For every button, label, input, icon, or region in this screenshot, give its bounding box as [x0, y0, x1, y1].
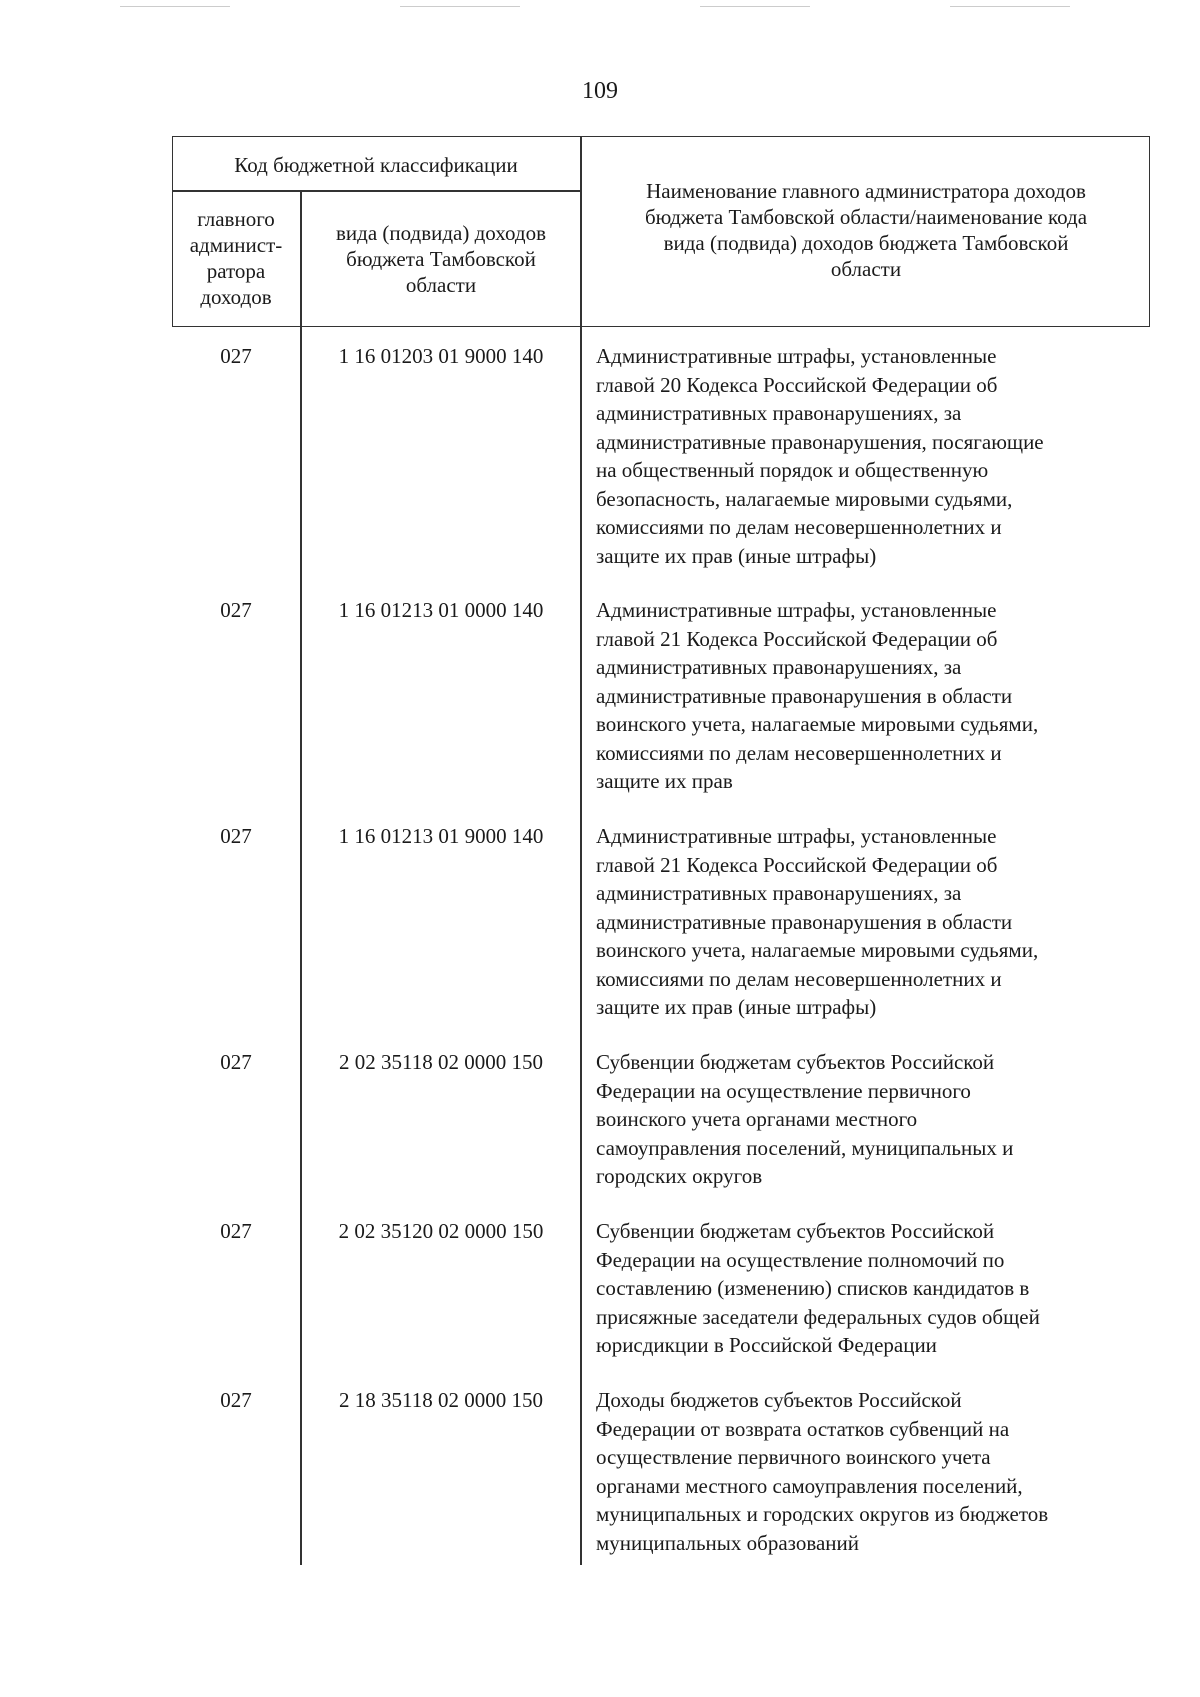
- row-description: Субвенции бюджетам субъектов Российской Федерации на осуществление полномочий по составлению (изменению) списков кандидатов в присяжные заседатели федеральных судов общей юрисдикции в Российской Федерации: [596, 1219, 1040, 1357]
- row-kbk-code: 1 16 01213 01 9000 140: [338, 824, 544, 848]
- row-admin-code: 027: [220, 344, 252, 368]
- row-admin-code: 027: [220, 1050, 252, 1074]
- row-kbk-code: 2 02 35118 02 0000 150: [339, 1050, 543, 1074]
- row-description: Административные штрафы, установленные главой 20 Кодекса Российской Федерации об административных правонарушениях, за административные правонарушения, посягающие на общественный порядок и общественную безопасность, налагаемые мировыми судьями, комиссиями по делам несовершеннолетних и защите их прав (иные штрафы): [596, 344, 1044, 568]
- header-group-title: Код бюджетной классификации: [234, 153, 518, 177]
- header-col-name: Наименование главного администратора доходов бюджета Тамбовской области/наименование кода вида (подвида) доходов бюджета Тамбовской области: [644, 179, 1088, 281]
- header-col-code: вида (подвида) доходов бюджета Тамбовской области: [336, 221, 546, 297]
- body-divider-code: [300, 327, 302, 1565]
- row-admin-code: 027: [220, 1219, 252, 1243]
- row-kbk-code: 1 16 01203 01 9000 140: [338, 344, 544, 368]
- row-kbk-code: 2 02 35120 02 0000 150: [338, 1219, 544, 1243]
- row-description: Административные штрафы, установленные главой 21 Кодекса Российской Федерации об административных правонарушениях, за административные правонарушения в области воинского учета, налагаемые мировыми судьями, комиссиями по делам несовершеннолетних и защите их прав: [596, 598, 1039, 793]
- row-admin-code: 027: [220, 824, 252, 848]
- row-kbk-code: 2 18 35118 02 0000 150: [339, 1388, 543, 1412]
- header-col-admin: главного админист- ратора доходов: [189, 207, 283, 309]
- scan-artifact: [400, 6, 520, 7]
- page-number: 109: [582, 78, 618, 104]
- body-divider-name: [580, 327, 582, 1565]
- row-kbk-code: 1 16 01213 01 0000 140: [338, 598, 544, 622]
- row-admin-code: 027: [220, 598, 252, 622]
- header-group-underline: [172, 190, 581, 192]
- scan-artifact: [120, 6, 230, 7]
- row-description: Административные штрафы, установленные главой 21 Кодекса Российской Федерации об административных правонарушениях, за административные правонарушения в области воинского учета, налагаемые мировыми судьями, комиссиями по делам несовершеннолетних и защите их прав (иные штрафы): [596, 824, 1039, 1019]
- row-description: Доходы бюджетов субъектов Российской Федерации от возврата остатков субвенций на осуществление первичного воинского учета органами местного самоуправления поселений, муниципальных и городских округов из бюджетов муниципальных образований: [596, 1388, 1049, 1555]
- scan-artifact: [950, 6, 1070, 7]
- scan-artifact: [700, 6, 810, 7]
- row-description: Субвенции бюджетам субъектов Российской Федерации на осуществление первичного воинского учета органами местного самоуправления поселений, муниципальных и городских округов: [596, 1050, 1014, 1188]
- row-admin-code: 027: [220, 1388, 252, 1412]
